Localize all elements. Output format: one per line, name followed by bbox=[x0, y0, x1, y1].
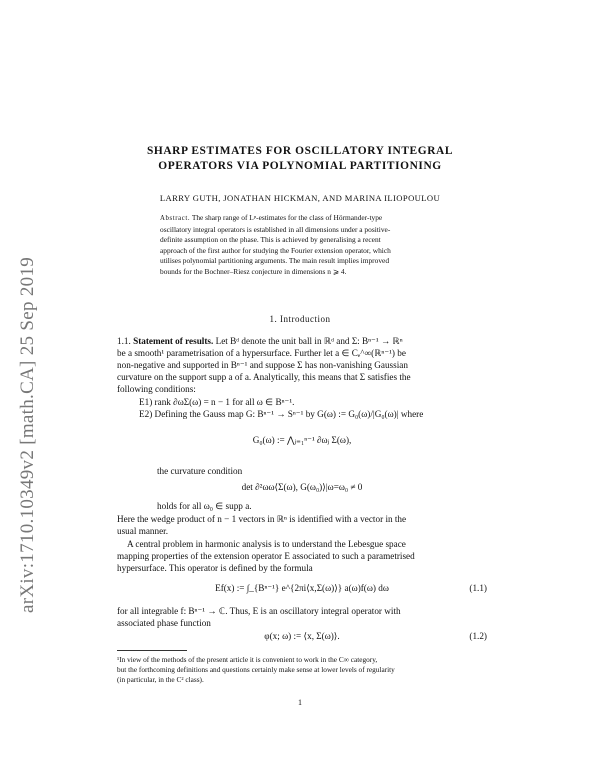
para1-line: following conditions: bbox=[117, 384, 196, 394]
para4-line: for all integrable f: Bⁿ⁻¹ → ℂ. Thus, E is an oscillatory integral operator with bbox=[117, 606, 401, 616]
footnote-line: (in particular, in the C² class). bbox=[117, 674, 204, 684]
para1-first-line: Let Bᵈ denote the unit ball in ℝᵈ and Σ: Bⁿ⁻¹ → ℝⁿ bbox=[215, 336, 403, 346]
abstract-line: utilises polynomial partitioning arguments. The main result implies improved bbox=[160, 256, 390, 265]
footnote-rule bbox=[117, 650, 187, 651]
curvature-text: the curvature condition bbox=[157, 466, 243, 476]
para3-line: mapping properties of the extension operator E associated to such a parametrised bbox=[117, 551, 415, 561]
equation-number: (1.1) bbox=[469, 583, 487, 593]
para1-line: curvature on the support supp a of a. Analytically, this means that Σ satisfies the bbox=[117, 372, 411, 382]
equation-gauss-map: G₀(ω) := ⋀ⱼ₌₁ⁿ⁻¹ ∂ωⱼ Σ(ω), bbox=[252, 435, 352, 445]
para3-line: A central problem in harmonic analysis is to understand the Lebesgue space bbox=[127, 539, 406, 549]
para1-line: be a smooth¹ parametrisation of a hypersurface. Further let a ∈ Cₑ^∞(ℝⁿ⁻¹) be bbox=[117, 348, 406, 358]
holds-text: holds for all ω₀ ∈ supp a. bbox=[157, 501, 252, 511]
abstract-line: bounds for the Bochner–Riesz conjecture in dimensions n ⩾ 4. bbox=[160, 266, 347, 276]
subsection-title: Statement of results. bbox=[133, 336, 214, 346]
para4-line: associated phase function bbox=[117, 618, 211, 628]
abstract-line: approach of the first author for studying the Fourier extension operator, which bbox=[160, 245, 391, 255]
condition-e1: E1) rank ∂ωΣ(ω) = n − 1 for all ω ∈ Bⁿ⁻¹. bbox=[139, 397, 295, 407]
abstract-label: Abstract. bbox=[160, 215, 191, 222]
equation-1-1: Ef(x) := ∫_{Bⁿ⁻¹} e^{2πi⟨x,Σ(ω)⟩} a(ω)f(ω) dω bbox=[215, 583, 389, 593]
abstract bbox=[160, 213, 444, 277]
arxiv-stamp: arXiv:1710.10349v2 [math.CA] 25 Sep 2019 bbox=[17, 256, 38, 614]
footnote bbox=[117, 655, 487, 684]
equation-1-2: φ(x; ω) := ⟨x, Σ(ω)⟩. bbox=[264, 631, 340, 641]
author-list: LARRY GUTH, JONATHAN HICKMAN, AND MARINA ILIOPOULOU bbox=[159, 193, 441, 203]
equation-determinant: det ∂²ωω⟨Σ(ω), G(ω₀)⟩|ω=ω₀ ≠ 0 bbox=[241, 482, 363, 492]
para3-line: hypersurface. This operator is defined by the formula bbox=[117, 563, 313, 573]
paper-title-line-2: OPERATORS VIA POLYNOMIAL PARTITIONING bbox=[158, 160, 442, 172]
abstract-line: definite assumption on the phase. This is achieved by generalising a recent bbox=[160, 235, 381, 244]
abstract-line: oscillatory integral operators is established in all dimensions under a positive- bbox=[160, 224, 391, 234]
section-heading: 1. Introduction bbox=[269, 314, 331, 324]
para1-line bbox=[117, 335, 487, 347]
equation-number: (1.2) bbox=[469, 631, 487, 641]
para2-line: usual manner. bbox=[117, 526, 169, 536]
abstract-line: The sharp range of Lᵖ-estimates for the class of Hörmander-type bbox=[191, 213, 383, 222]
para1-line: non-negative and supported in Bⁿ⁻¹ and suppose Σ has non-vanishing Gaussian bbox=[117, 360, 408, 370]
condition-e2: E2) Defining the Gauss map G: Bⁿ⁻¹ → Sⁿ⁻¹ by G(ω) := G₀(ω)/|G₀(ω)| where bbox=[139, 409, 424, 419]
footnote-line: ¹In view of the methods of the present article it is convenient to work in the C∞ category, bbox=[117, 655, 378, 664]
paper-title-line-1: SHARP ESTIMATES FOR OSCILLATORY INTEGRAL bbox=[146, 145, 454, 157]
footnote-line: but the forthcoming definitions and questions certainly make sense at lower levels of regularity bbox=[117, 664, 395, 674]
para2-line: Here the wedge product of n − 1 vectors in ℝⁿ is identified with a vector in the bbox=[117, 514, 407, 524]
page-number: 1 bbox=[298, 698, 302, 707]
subsection-number: 1.1. bbox=[117, 336, 131, 346]
